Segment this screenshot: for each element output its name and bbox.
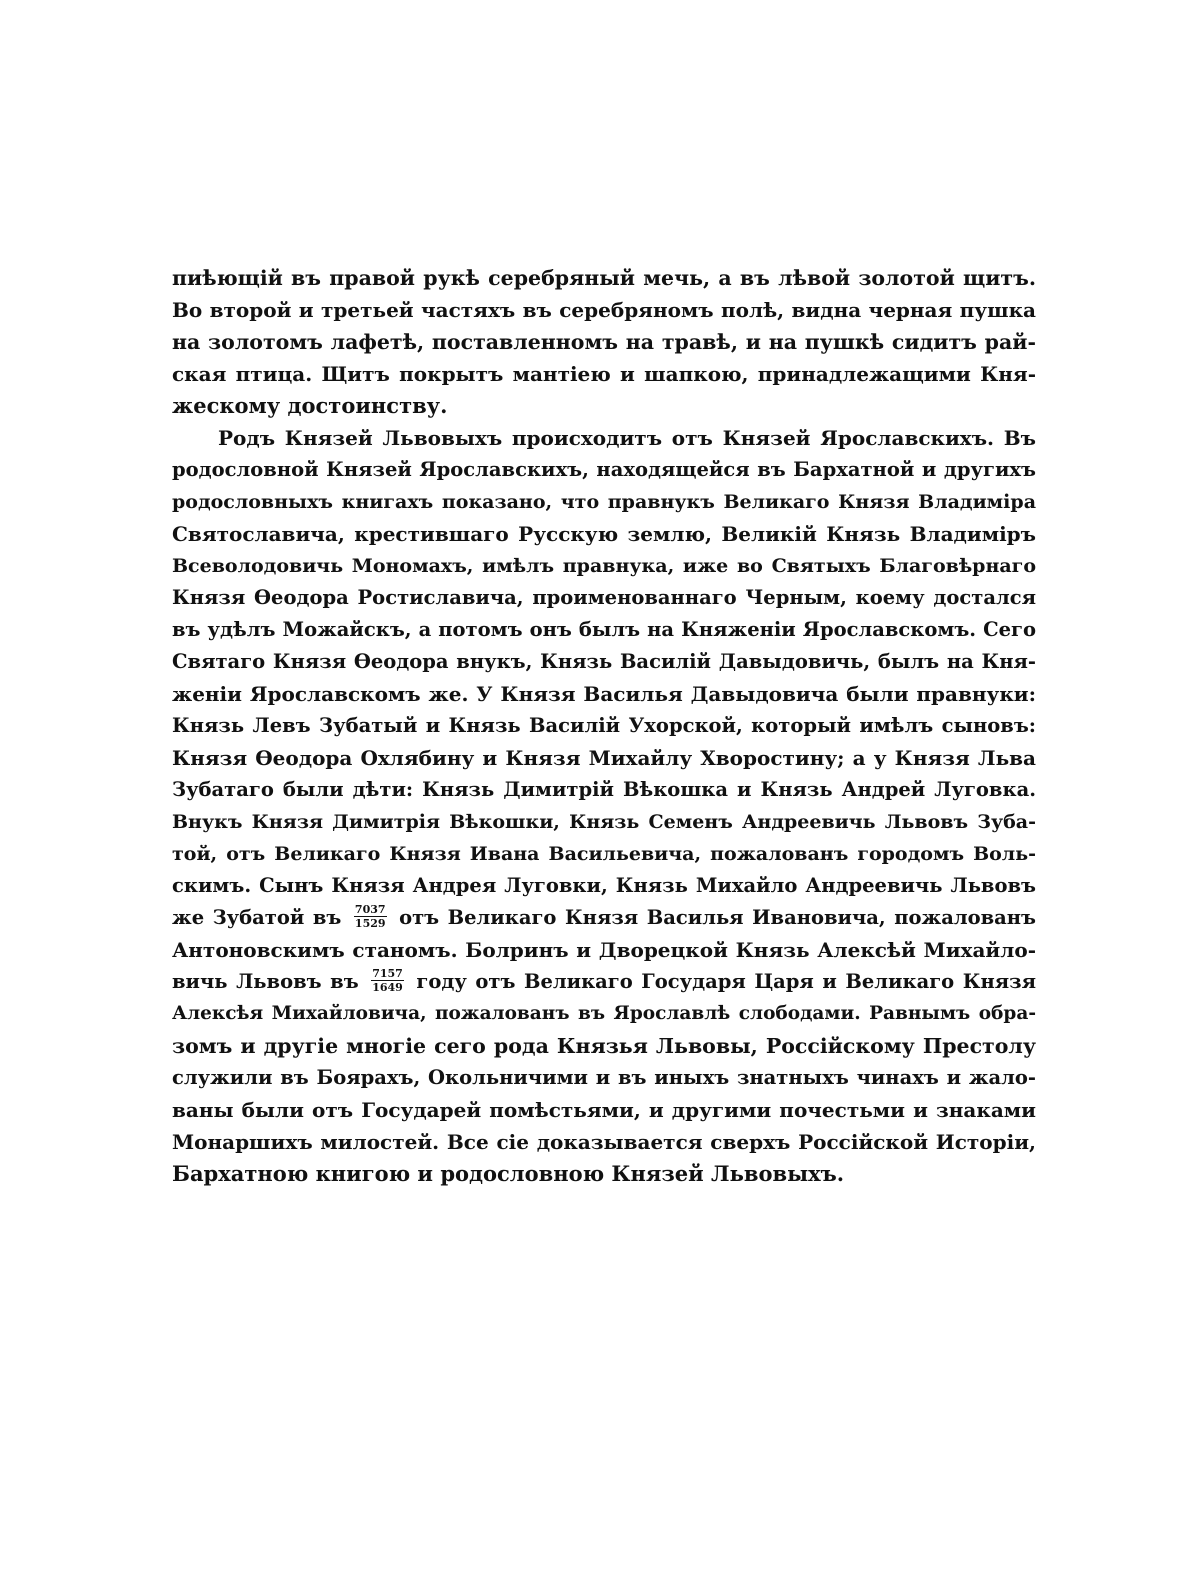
- text-line: женіи Ярославскомъ же. У Князя Василья Давыдовича были правнуки:: [172, 682, 1036, 706]
- date-fraction: [354, 904, 387, 929]
- text-segment: году отъ Великаго Государя Царя и Великаго Князя: [416, 970, 1036, 993]
- text-segment: же Зубатой въ: [172, 906, 342, 929]
- text-line: на золотомъ лафетѣ, поставленномъ на травѣ, и на пушкѣ сидитъ рай-: [172, 330, 1036, 354]
- text-line: родословныхъ книгахъ показано, что правнукъ Великаго Князя Владиміра: [172, 491, 1036, 513]
- text-line: пиѣющій въ правой рукѣ серебряный мечь, а въ лѣвой золотой щитъ.: [172, 266, 1036, 290]
- fraction-numerator: 7157: [372, 967, 403, 980]
- text-line: ская птица. Щитъ покрытъ мантiею и шапкою, принадлежащими Кня-: [172, 362, 1036, 386]
- text-line: той, отъ Великаго Князя Ивана Васильевича, пожалованъ городомъ Воль-: [172, 843, 1036, 865]
- date-fraction: [371, 968, 404, 993]
- text-line: Бархатною книгою и родословною Князей Львовыхъ.: [172, 1161, 845, 1186]
- fraction-denominator: 1649: [372, 981, 403, 994]
- text-line: жескому достоинству.: [172, 393, 448, 418]
- text-line: Во второй и третьей частяхъ въ серебряномъ полѣ, видна черная пушка: [172, 298, 1036, 322]
- fraction-denominator: 1529: [354, 917, 386, 930]
- text-line: Зубатаго были дѣти: Князь Димитрій Вѣкошка и Князь Андрей Луговка.: [172, 778, 1036, 801]
- text-line-with-date-fraction: [172, 902, 1036, 934]
- text-line: Родъ Князей Львовыхъ происходитъ отъ Князей Ярославскихъ. Въ: [218, 426, 1036, 450]
- text-line: зомъ и другіе многіе сего рода Князья Львовы, Россійскому Престолу: [172, 1034, 1036, 1058]
- text-line: Князя Өеодора Ростиславича, проименованнаго Черным, коему достался: [172, 586, 1036, 609]
- text-line: Монаршихъ милостей. Все сіе доказывается сверхъ Россійской Исторіи,: [172, 1130, 1036, 1154]
- text-segment: вичь Львовъ въ: [172, 970, 359, 993]
- text-line: Всеволодовичь Мономахъ, имѣлъ правнука, иже во Святыхъ Благовѣрнаго: [172, 555, 1036, 577]
- text-line: Святаго Князя Өеодора внукъ, Князь Василій Давыдовичь, былъ на Кня-: [172, 650, 1036, 673]
- text-line: скимъ. Сынъ Князя Андрея Луговки, Князь Михайло Андреевичь Львовъ: [172, 874, 1036, 897]
- text-line: ваны были отъ Государей помѣстьями, и другими почестьми и знаками: [172, 1098, 1036, 1122]
- text-line: Алексѣя Михайловича, пожалованъ въ Ярославлѣ слободами. Равнымъ обра-: [172, 1003, 1036, 1024]
- text-line: служили въ Боярахъ, Окольничими и въ иныхъ знатныхъ чинахъ и жало-: [172, 1066, 1036, 1089]
- text-line: Антоновскимъ станомъ. Болринъ и Дворецкой Князь Алексѣй Михайло-: [172, 938, 1036, 962]
- text-line: Князь Левъ Зубатый и Князь Василій Ухорской, который имѣлъ сыновъ:: [172, 714, 1036, 737]
- text-line: Князя Өеодора Охлябину и Князя Михайлу Хворостину; а у Князя Льва: [172, 746, 1036, 770]
- text-line: родословной Князей Ярославскихъ, находящейся въ Бархатной и другихъ: [172, 458, 1036, 481]
- text-segment: отъ Великаго Князя Василья Ивановича, пожалованъ: [399, 906, 1036, 929]
- text-line: въ удѣлъ Можайскъ, а потомъ онъ былъ на Княженіи Ярославскомъ. Сего: [172, 618, 1036, 641]
- text-line: Внукъ Князя Димитрія Вѣкошки, Князь Семенъ Андреевичь Львовъ Зуба-: [172, 811, 1036, 833]
- text-line: Святославича, крестившаго Русскую землю, Великій Князь Владиміръ: [172, 522, 1036, 546]
- text-line-with-date-fraction: [172, 966, 1036, 998]
- body-text: [172, 262, 1036, 1190]
- fraction-numerator: 7037: [354, 903, 386, 916]
